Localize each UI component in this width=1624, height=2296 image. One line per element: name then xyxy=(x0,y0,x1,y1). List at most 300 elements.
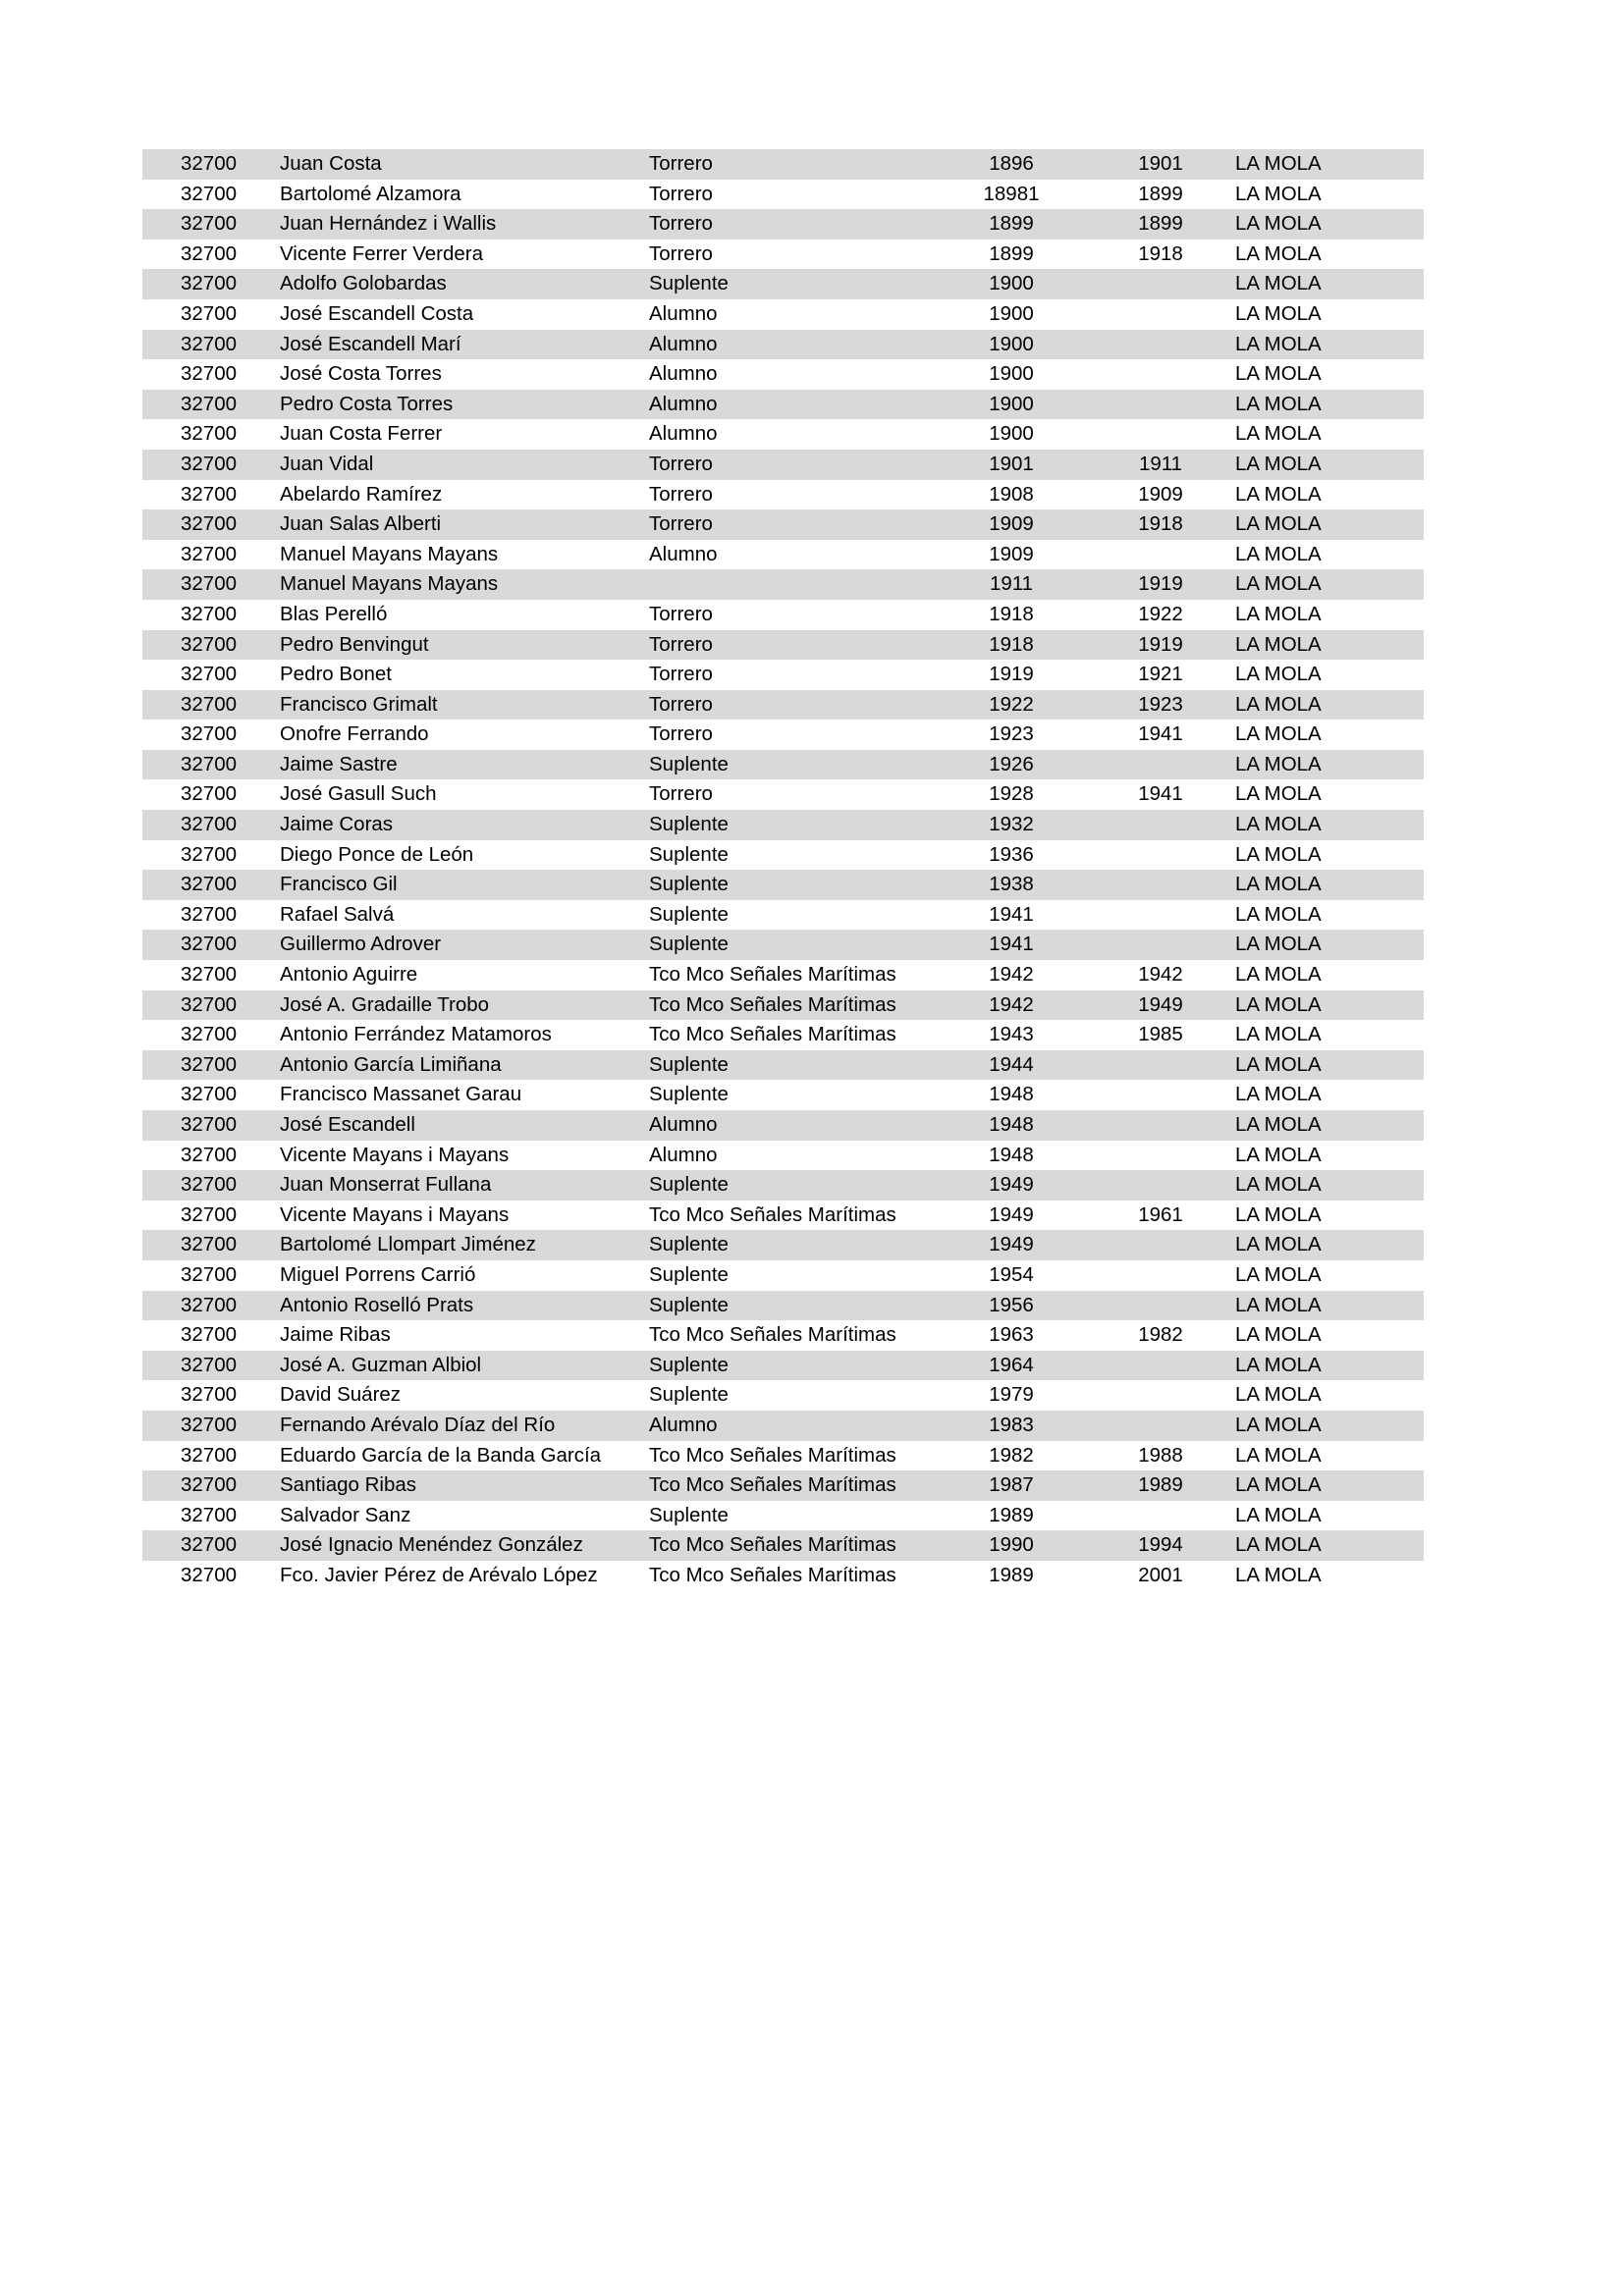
keeper-role: Alumno xyxy=(649,1113,718,1136)
table-row xyxy=(142,960,1424,990)
end-year xyxy=(1116,900,1205,931)
keeper-name: Juan Monserrat Fullana xyxy=(280,1173,492,1197)
start-year: 1900 xyxy=(989,332,1034,355)
keeper-name: Pedro Benvingut xyxy=(280,632,429,656)
end-year xyxy=(1116,1141,1205,1171)
lighthouse-code: 32700 xyxy=(181,902,238,926)
end-year xyxy=(1116,299,1205,330)
keeper-name: Juan Vidal xyxy=(280,452,374,475)
table-row xyxy=(142,1380,1424,1411)
lighthouse-code: 32700 xyxy=(181,1383,238,1407)
lighthouse-name: LA MOLA xyxy=(1235,963,1322,987)
end-year: 1994 xyxy=(1138,1533,1183,1557)
table-row xyxy=(142,1020,1424,1050)
start-year: 1900 xyxy=(989,422,1034,446)
table-row xyxy=(142,269,1424,299)
start-year: 1936 xyxy=(989,842,1034,866)
lighthouse-code: 32700 xyxy=(181,182,238,205)
lighthouse-code: 32700 xyxy=(181,1413,238,1436)
lighthouse-name: LA MOLA xyxy=(1235,1173,1322,1197)
lighthouse-name: LA MOLA xyxy=(1235,1533,1322,1557)
keeper-role: Tco Mco Señales Marítimas xyxy=(649,1533,896,1557)
lighthouse-name: LA MOLA xyxy=(1235,873,1322,896)
table-row xyxy=(142,1470,1424,1501)
end-year: 1919 xyxy=(1138,572,1183,596)
lighthouse-code: 32700 xyxy=(181,692,238,716)
table-row xyxy=(142,600,1424,630)
keeper-name: Adolfo Golobardas xyxy=(280,272,447,295)
table-row xyxy=(142,390,1424,420)
lighthouse-name: LA MOLA xyxy=(1235,1323,1322,1347)
table-row xyxy=(142,149,1424,180)
lighthouse-code: 32700 xyxy=(181,272,238,295)
lighthouse-name: LA MOLA xyxy=(1235,752,1322,775)
lighthouse-name: LA MOLA xyxy=(1235,933,1322,956)
lighthouse-code: 32700 xyxy=(181,1202,238,1226)
end-year: 1911 xyxy=(1138,452,1183,475)
start-year: 1899 xyxy=(989,241,1034,265)
keeper-role: Alumno xyxy=(649,392,718,415)
keeper-role: Alumno xyxy=(649,422,718,446)
lighthouse-name: LA MOLA xyxy=(1235,272,1322,295)
lighthouse-code: 32700 xyxy=(181,542,238,565)
lighthouse-code: 32700 xyxy=(181,933,238,956)
keeper-name: Santiago Ribas xyxy=(280,1473,417,1497)
keeper-name: Eduardo García de la Banda García xyxy=(280,1443,602,1467)
lighthouse-name: LA MOLA xyxy=(1235,782,1322,806)
keeper-role: Torrero xyxy=(649,241,713,265)
table-row xyxy=(142,750,1424,780)
lighthouse-code: 32700 xyxy=(181,332,238,355)
start-year: 1963 xyxy=(989,1323,1034,1347)
keeper-role: Tco Mco Señales Marítimas xyxy=(649,1323,896,1347)
keeper-role: Suplente xyxy=(649,1503,729,1526)
lighthouse-code: 32700 xyxy=(181,452,238,475)
lighthouse-name: LA MOLA xyxy=(1235,663,1322,686)
end-year xyxy=(1116,1291,1205,1321)
lighthouse-code: 32700 xyxy=(181,663,238,686)
table-row xyxy=(142,779,1424,810)
keeper-name: Francisco Massanet Garau xyxy=(280,1083,522,1106)
keeper-role: Alumno xyxy=(649,542,718,565)
keeper-name: José Gasull Such xyxy=(280,782,437,806)
start-year: 1949 xyxy=(989,1202,1034,1226)
end-year xyxy=(1116,330,1205,360)
end-year: 1941 xyxy=(1138,782,1183,806)
keeper-role: Alumno xyxy=(649,1413,718,1436)
lighthouse-name: LA MOLA xyxy=(1235,1083,1322,1106)
keeper-role: Suplente xyxy=(649,1083,729,1106)
keeper-name: Blas Perelló xyxy=(280,602,388,625)
start-year: 1900 xyxy=(989,392,1034,415)
keeper-role: Tco Mco Señales Marítimas xyxy=(649,1443,896,1467)
lighthouse-name: LA MOLA xyxy=(1235,332,1322,355)
keeper-name: Jaime Coras xyxy=(280,813,394,836)
end-year xyxy=(1116,1351,1205,1381)
keeper-name: Bartolomé Alzamora xyxy=(280,182,461,205)
keeper-role: Torrero xyxy=(649,632,713,656)
keeper-name: Onofre Ferrando xyxy=(280,722,429,746)
keeper-name: Guillermo Adrover xyxy=(280,933,442,956)
end-year: 1901 xyxy=(1138,152,1183,175)
table-row xyxy=(142,330,1424,360)
start-year: 1989 xyxy=(989,1563,1034,1586)
keeper-name: Juan Hernández i Wallis xyxy=(280,212,497,236)
keeper-role: Tco Mco Señales Marítimas xyxy=(649,1202,896,1226)
keeper-role: Suplente xyxy=(649,933,729,956)
table-row xyxy=(142,1291,1424,1321)
lighthouse-name: LA MOLA xyxy=(1235,422,1322,446)
lighthouse-name: LA MOLA xyxy=(1235,1473,1322,1497)
table-row xyxy=(142,1441,1424,1471)
table-row xyxy=(142,240,1424,270)
end-year: 1909 xyxy=(1138,482,1183,506)
start-year: 1949 xyxy=(989,1173,1034,1197)
lighthouse-name: LA MOLA xyxy=(1235,1233,1322,1256)
keeper-name: Jaime Sastre xyxy=(280,752,398,775)
start-year: 1919 xyxy=(989,663,1034,686)
keeper-role: Suplente xyxy=(649,1173,729,1197)
lighthouse-code: 32700 xyxy=(181,1143,238,1166)
table-row xyxy=(142,720,1424,750)
end-year: 1989 xyxy=(1138,1473,1183,1497)
start-year: 1909 xyxy=(989,542,1034,565)
keeper-name: Salvador Sanz xyxy=(280,1503,411,1526)
table-row xyxy=(142,1080,1424,1110)
keeper-role: Alumno xyxy=(649,1143,718,1166)
keeper-role xyxy=(649,569,944,600)
keeper-name: José Ignacio Menéndez González xyxy=(280,1533,583,1557)
start-year: 1911 xyxy=(989,572,1034,596)
table-row xyxy=(142,359,1424,390)
start-year: 1990 xyxy=(989,1533,1034,1557)
keeper-role: Suplente xyxy=(649,842,729,866)
end-year xyxy=(1116,419,1205,450)
end-year xyxy=(1116,359,1205,390)
table-row xyxy=(142,1110,1424,1141)
start-year: 1918 xyxy=(989,632,1034,656)
lighthouse-name: LA MOLA xyxy=(1235,1443,1322,1467)
start-year: 1922 xyxy=(989,692,1034,716)
start-year: 1926 xyxy=(989,752,1034,775)
lighthouse-code: 32700 xyxy=(181,1233,238,1256)
keeper-name: Juan Salas Alberti xyxy=(280,512,442,536)
start-year: 1989 xyxy=(989,1503,1034,1526)
end-year xyxy=(1116,930,1205,960)
lighthouse-code: 32700 xyxy=(181,1173,238,1197)
lighthouse-code: 32700 xyxy=(181,992,238,1016)
lighthouse-code: 32700 xyxy=(181,1023,238,1046)
keeper-name: José Escandell Marí xyxy=(280,332,461,355)
start-year: 1944 xyxy=(989,1052,1034,1076)
keeper-name: Vicente Ferrer Verdera xyxy=(280,241,484,265)
table-row xyxy=(142,480,1424,510)
keeper-name: Antonio Aguirre xyxy=(280,963,418,987)
start-year: 1928 xyxy=(989,782,1034,806)
start-year: 1896 xyxy=(989,152,1034,175)
table-row xyxy=(142,1561,1424,1591)
table-row xyxy=(142,1351,1424,1381)
lighthouse-name: LA MOLA xyxy=(1235,1563,1322,1586)
table-row xyxy=(142,1501,1424,1531)
start-year: 1932 xyxy=(989,813,1034,836)
start-year: 1918 xyxy=(989,602,1034,625)
keeper-name: Fernando Arévalo Díaz del Río xyxy=(280,1413,556,1436)
start-year: 1942 xyxy=(989,963,1034,987)
start-year: 1964 xyxy=(989,1353,1034,1376)
lighthouse-name: LA MOLA xyxy=(1235,152,1322,175)
end-year: 1899 xyxy=(1138,182,1183,205)
keeper-name: Vicente Mayans i Mayans xyxy=(280,1143,510,1166)
start-year: 1923 xyxy=(989,722,1034,746)
end-year xyxy=(1116,1380,1205,1411)
lighthouse-code: 32700 xyxy=(181,212,238,236)
table-row xyxy=(142,180,1424,210)
keeper-name: Pedro Bonet xyxy=(280,663,392,686)
keeper-name: José A. Gradaille Trobo xyxy=(280,992,490,1016)
lighthouse-code: 32700 xyxy=(181,813,238,836)
table-row xyxy=(142,1230,1424,1260)
lighthouse-name: LA MOLA xyxy=(1235,512,1322,536)
lighthouse-code: 32700 xyxy=(181,1533,238,1557)
end-year: 1922 xyxy=(1138,602,1183,625)
end-year xyxy=(1116,1260,1205,1291)
start-year: 1956 xyxy=(989,1293,1034,1316)
keeper-role: Suplente xyxy=(649,272,729,295)
keeper-name: Juan Costa xyxy=(280,152,382,175)
start-year: 1948 xyxy=(989,1143,1034,1166)
start-year: 1908 xyxy=(989,482,1034,506)
end-year: 1961 xyxy=(1138,1202,1183,1226)
keeper-name: Vicente Mayans i Mayans xyxy=(280,1202,510,1226)
keeper-role: Suplente xyxy=(649,1383,729,1407)
lighthouse-name: LA MOLA xyxy=(1235,182,1322,205)
start-year: 18981 xyxy=(983,182,1040,205)
lighthouse-code: 32700 xyxy=(181,842,238,866)
keeper-role: Torrero xyxy=(649,692,713,716)
start-year: 1909 xyxy=(989,512,1034,536)
table-row xyxy=(142,209,1424,240)
end-year xyxy=(1116,269,1205,299)
table-row xyxy=(142,1201,1424,1231)
lighthouse-code: 32700 xyxy=(181,152,238,175)
end-year xyxy=(1116,1230,1205,1260)
end-year: 1949 xyxy=(1138,992,1183,1016)
table-row xyxy=(142,569,1424,600)
end-year: 1923 xyxy=(1138,692,1183,716)
lighthouse-code: 32700 xyxy=(181,1503,238,1526)
keeper-name: Rafael Salvá xyxy=(280,902,395,926)
lighthouse-code: 32700 xyxy=(181,422,238,446)
end-year: 2001 xyxy=(1138,1563,1183,1586)
end-year xyxy=(1116,750,1205,780)
lighthouse-name: LA MOLA xyxy=(1235,1503,1322,1526)
keeper-role: Torrero xyxy=(649,212,713,236)
lighthouse-code: 32700 xyxy=(181,1443,238,1467)
keeper-role: Alumno xyxy=(649,362,718,386)
start-year: 1941 xyxy=(989,902,1034,926)
end-year: 1941 xyxy=(1138,722,1183,746)
table-row xyxy=(142,1411,1424,1441)
start-year: 1900 xyxy=(989,301,1034,325)
keeper-name: Miguel Porrens Carrió xyxy=(280,1262,476,1286)
keeper-role: Suplente xyxy=(649,1262,729,1286)
start-year: 1987 xyxy=(989,1473,1034,1497)
start-year: 1938 xyxy=(989,873,1034,896)
lighthouse-code: 32700 xyxy=(181,782,238,806)
lighthouse-code: 32700 xyxy=(181,1473,238,1497)
keeper-name: José Escandell Costa xyxy=(280,301,474,325)
table-row xyxy=(142,1170,1424,1201)
lighthouse-name: LA MOLA xyxy=(1235,1052,1322,1076)
lighthouse-name: LA MOLA xyxy=(1235,902,1322,926)
lighthouse-code: 32700 xyxy=(181,752,238,775)
lighthouse-code: 32700 xyxy=(181,1083,238,1106)
end-year xyxy=(1116,1110,1205,1141)
keeper-role: Torrero xyxy=(649,182,713,205)
lighthouse-name: LA MOLA xyxy=(1235,301,1322,325)
lighthouse-name: LA MOLA xyxy=(1235,813,1322,836)
lighthouse-name: LA MOLA xyxy=(1235,1383,1322,1407)
lighthouse-code: 32700 xyxy=(181,1052,238,1076)
keeper-role: Suplente xyxy=(649,873,729,896)
table-row xyxy=(142,419,1424,450)
table-row xyxy=(142,1141,1424,1171)
start-year: 1899 xyxy=(989,212,1034,236)
end-year: 1985 xyxy=(1138,1023,1183,1046)
end-year: 1921 xyxy=(1138,663,1183,686)
lighthouse-name: LA MOLA xyxy=(1235,1202,1322,1226)
lighthouse-code: 32700 xyxy=(181,241,238,265)
keeper-role: Torrero xyxy=(649,482,713,506)
table-row xyxy=(142,509,1424,540)
table-row xyxy=(142,660,1424,690)
lighthouse-code: 32700 xyxy=(181,362,238,386)
lighthouse-name: LA MOLA xyxy=(1235,572,1322,596)
end-year: 1942 xyxy=(1138,963,1183,987)
table-row xyxy=(142,690,1424,721)
keeper-role: Alumno xyxy=(649,301,718,325)
keeper-name: Bartolomé Llompart Jiménez xyxy=(280,1233,536,1256)
lighthouse-name: LA MOLA xyxy=(1235,1262,1322,1286)
lighthouse-code: 32700 xyxy=(181,963,238,987)
end-year: 1988 xyxy=(1138,1443,1183,1467)
lighthouse-code: 32700 xyxy=(181,392,238,415)
keeper-name: Fco. Javier Pérez de Arévalo López xyxy=(280,1563,598,1586)
keeper-name: José Costa Torres xyxy=(280,362,442,386)
keeper-role: Suplente xyxy=(649,1353,729,1376)
keeper-name: Francisco Gil xyxy=(280,873,398,896)
keeper-name: Diego Ponce de León xyxy=(280,842,474,866)
keeper-role: Suplente xyxy=(649,902,729,926)
start-year: 1983 xyxy=(989,1413,1034,1436)
end-year xyxy=(1116,1170,1205,1201)
lighthouse-name: LA MOLA xyxy=(1235,452,1322,475)
table-row xyxy=(142,540,1424,570)
keeper-role: Torrero xyxy=(649,512,713,536)
table-row xyxy=(142,1320,1424,1351)
lighthouse-code: 32700 xyxy=(181,572,238,596)
table-row xyxy=(142,1530,1424,1561)
keeper-role: Tco Mco Señales Marítimas xyxy=(649,1473,896,1497)
table-row xyxy=(142,840,1424,871)
start-year: 1949 xyxy=(989,1233,1034,1256)
lighthouse-name: LA MOLA xyxy=(1235,482,1322,506)
table-row xyxy=(142,1050,1424,1081)
keeper-role: Tco Mco Señales Marítimas xyxy=(649,1023,896,1046)
keeper-name: David Suárez xyxy=(280,1383,402,1407)
keeper-role: Torrero xyxy=(649,602,713,625)
lighthouse-code: 32700 xyxy=(181,602,238,625)
end-year xyxy=(1116,1080,1205,1110)
keeper-role: Torrero xyxy=(649,722,713,746)
end-year: 1899 xyxy=(1138,212,1183,236)
lighthouse-name: LA MOLA xyxy=(1235,602,1322,625)
keeper-role: Torrero xyxy=(649,452,713,475)
start-year: 1943 xyxy=(989,1023,1034,1046)
keeper-role: Torrero xyxy=(649,782,713,806)
lighthouse-code: 32700 xyxy=(181,1353,238,1376)
end-year: 1918 xyxy=(1138,241,1183,265)
lighthouse-name: LA MOLA xyxy=(1235,842,1322,866)
table-row xyxy=(142,990,1424,1021)
start-year: 1948 xyxy=(989,1083,1034,1106)
lighthouse-name: LA MOLA xyxy=(1235,1353,1322,1376)
start-year: 1900 xyxy=(989,272,1034,295)
lighthouse-name: LA MOLA xyxy=(1235,1143,1322,1166)
lighthouse-code: 32700 xyxy=(181,301,238,325)
lighthouse-name: LA MOLA xyxy=(1235,1293,1322,1316)
keeper-name: José Escandell xyxy=(280,1113,415,1136)
keeper-role: Tco Mco Señales Marítimas xyxy=(649,992,896,1016)
keeper-role: Suplente xyxy=(649,813,729,836)
lighthouse-name: LA MOLA xyxy=(1235,1113,1322,1136)
end-year xyxy=(1116,540,1205,570)
lighthouse-code: 32700 xyxy=(181,1262,238,1286)
lighthouse-name: LA MOLA xyxy=(1235,392,1322,415)
keeper-role: Suplente xyxy=(649,1293,729,1316)
lighthouse-code: 32700 xyxy=(181,1323,238,1347)
end-year xyxy=(1116,1501,1205,1531)
table-row xyxy=(142,870,1424,900)
keeper-name: Abelardo Ramírez xyxy=(280,482,443,506)
start-year: 1954 xyxy=(989,1262,1034,1286)
end-year xyxy=(1116,840,1205,871)
keeper-role: Alumno xyxy=(649,332,718,355)
keeper-name: Jaime Ribas xyxy=(280,1323,391,1347)
start-year: 1900 xyxy=(989,362,1034,386)
table-row xyxy=(142,450,1424,480)
keeper-role: Tco Mco Señales Marítimas xyxy=(649,963,896,987)
start-year: 1941 xyxy=(989,933,1034,956)
keeper-role: Suplente xyxy=(649,1052,729,1076)
lighthouse-code: 32700 xyxy=(181,632,238,656)
start-year: 1942 xyxy=(989,992,1034,1016)
lighthouse-name: LA MOLA xyxy=(1235,1023,1322,1046)
end-year: 1919 xyxy=(1138,632,1183,656)
lighthouse-name: LA MOLA xyxy=(1235,542,1322,565)
end-year xyxy=(1116,870,1205,900)
keeper-name: Pedro Costa Torres xyxy=(280,392,454,415)
keeper-name: Francisco Grimalt xyxy=(280,692,438,716)
end-year xyxy=(1116,810,1205,840)
keeper-role: Torrero xyxy=(649,663,713,686)
keeper-name: Antonio García Limiñana xyxy=(280,1052,502,1076)
table-row xyxy=(142,630,1424,661)
keeper-role: Torrero xyxy=(649,152,713,175)
keeper-name: Manuel Mayans Mayans xyxy=(280,542,499,565)
lighthouse-keepers-table xyxy=(142,149,1424,1591)
